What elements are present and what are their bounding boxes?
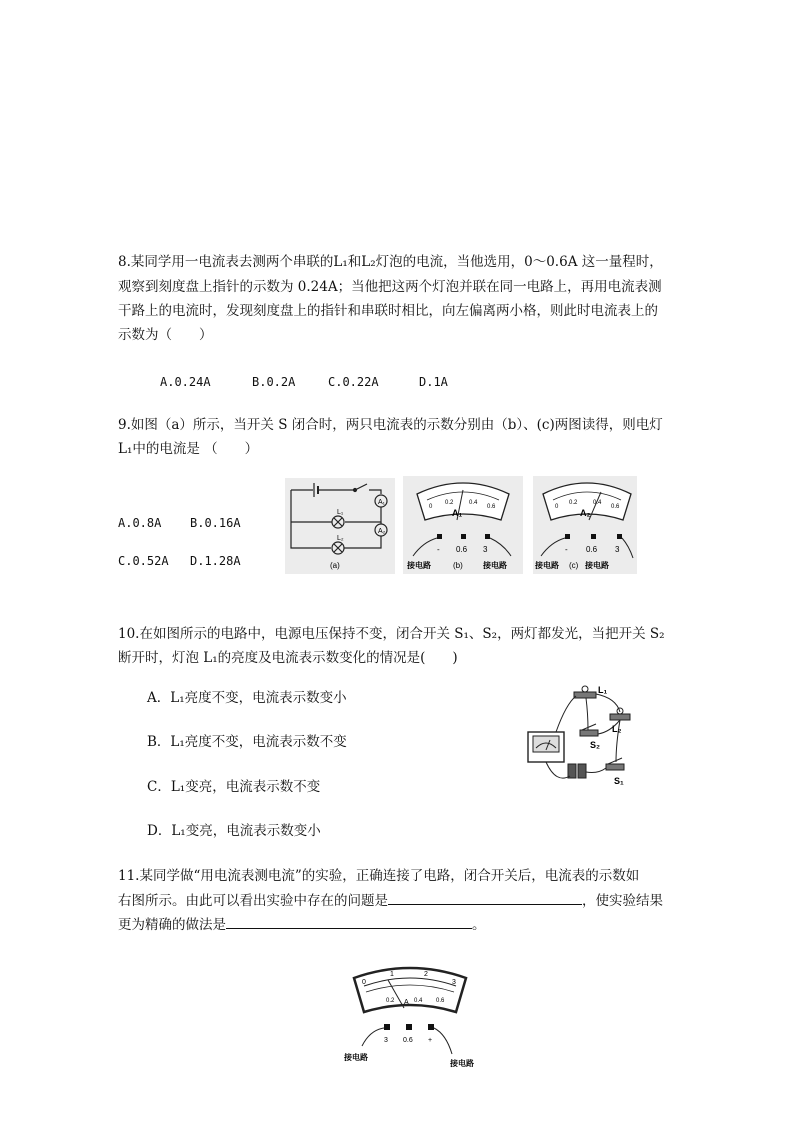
q11-tick-06: 0.6 (436, 998, 445, 1004)
q9-b-label: A₁ (452, 508, 463, 518)
q11-line-3-text: 更为精确的做法是 (118, 917, 226, 933)
q11-line-2 (118, 890, 663, 911)
q9-b-wire-right: 接电路 (483, 561, 507, 570)
q9-c-terminal-06: 0.6 (586, 545, 598, 554)
q11-line-3-end: 。 (472, 917, 486, 933)
q9-c-terminal-3: 3 (615, 545, 620, 554)
q11-terminal-06: 0.6 (403, 1037, 413, 1044)
q10-option-d: D．L₁变亮，电流表示数变小 (147, 823, 321, 839)
q10-label-l2: L₂ (612, 724, 622, 734)
q11-tick-2: 2 (424, 971, 428, 978)
q11-tick-1: 1 (390, 971, 394, 978)
q9-label-l1: L₁ (337, 509, 344, 516)
q9-c-terminal-minus: - (565, 545, 568, 554)
q9-caption-b: (b) (453, 561, 463, 570)
q8-line-3: 干路上的电流时，发现刻度盘上的指针和串联时相比，向左偏离两小格，则此时电流表上的 (118, 303, 658, 319)
q9-b-tick-2: 0.4 (469, 500, 478, 506)
q11-line-2-text-end: ，使实验结果 (582, 893, 663, 909)
q11-ammeter-figure (340, 962, 480, 1072)
q9-line-1: 9.如图（a）所示，当开关 S 闭合时，两只电流表的示数分别由（b）、(c)两图读得，则电灯 (118, 417, 663, 433)
q10-option-c: C．L₁变亮，电流表示数不变 (147, 779, 321, 795)
q9-line-2: L₁中的电流是 （ ） (118, 441, 259, 457)
q10-line-2: 断开时，灯泡 L₁的亮度及电流表示数变化的情况是( ) (118, 650, 458, 666)
q9-circuit-diagram (285, 478, 395, 574)
q9-b-wire-left: 接电路 (407, 561, 431, 570)
q8-option-b: B.0.2A (252, 375, 296, 389)
q9-option-c: C.0.52A (118, 554, 169, 568)
q11-meter-center: A (404, 999, 409, 1006)
q9-c-tick-0: 0 (555, 504, 559, 510)
q8-option-a: A.0.24A (160, 375, 211, 389)
q8-option-d: D.1A (419, 375, 448, 389)
q10-line-1: 10.在如图所示的电路中，电源电压保持不变，闭合开关 S₁、S₂，两灯都发光，当把开关 S₂ (118, 626, 665, 642)
q11-answer-blank-1[interactable] (388, 890, 582, 905)
q9-label-a1: A₁ (378, 499, 386, 506)
q11-terminal-3: 3 (384, 1037, 388, 1044)
q8-line-2: 观察到刻度盘上指针的示数为 0.24A；当他把这两个灯泡并联在同一电路上，再用电流表测 (118, 279, 662, 295)
q10-option-a: A．L₁亮度不变，电流表示数变小 (147, 690, 347, 706)
q11-wire-left: 接电路 (344, 1053, 368, 1062)
q11-tick-04: 0.4 (414, 998, 423, 1004)
q8-line-1: 8.某同学用一电流表去测两个串联的L₁和L₂灯泡的电流，当他选用，0～0.6A 这一量程时， (118, 254, 663, 270)
q9-c-tick-3: 0.6 (611, 504, 620, 510)
q8-option-c: C.0.22A (328, 375, 379, 389)
q9-caption-c: (c) (569, 561, 579, 570)
q9-option-d: D.1.28A (190, 554, 241, 568)
q9-c-wire-left: 接电路 (535, 561, 559, 570)
q11-answer-blank-2[interactable] (226, 914, 472, 929)
q11-line-1: 11.某同学做“用电流表测电流”的实验，正确连接了电路，闭合开关后，电流表的示数如 (118, 868, 640, 884)
q11-tick-3: 3 (452, 979, 456, 986)
q9-b-tick-1: 0.2 (445, 500, 454, 506)
q9-meter-b (403, 476, 523, 574)
q10-option-b: B．L₁亮度不变，电流表示数不变 (147, 734, 347, 750)
q9-c-wire-right: 接电路 (585, 561, 609, 570)
q11-line-2-text: 右图所示。由此可以看出实验中存在的问题是 (118, 893, 388, 909)
q9-b-tick-0: 0 (429, 504, 433, 510)
q9-c-tick-2: 0.4 (593, 500, 602, 506)
q9-b-tick-3: 0.6 (487, 504, 496, 510)
q9-b-terminal-minus: - (437, 545, 440, 554)
q10-label-s2: S₂ (590, 740, 601, 750)
q9-b-terminal-3: 3 (483, 545, 488, 554)
q11-tick-02: 0.2 (386, 998, 395, 1004)
q9-b-terminal-06: 0.6 (456, 545, 468, 554)
q11-line-3 (118, 914, 486, 935)
q11-tick-0: 0 (362, 979, 366, 986)
q9-c-tick-1: 0.2 (569, 500, 578, 506)
q11-terminal-plus: + (428, 1037, 433, 1044)
q8-line-4: 示数为（ ） (118, 327, 213, 343)
q9-label-a2: A₂ (378, 528, 386, 535)
q11-wire-right: 接电路 (450, 1059, 474, 1068)
q10-circuit-picture (526, 684, 642, 792)
q9-caption-a: (a) (330, 561, 340, 570)
q9-c-label: A₂ (580, 508, 591, 518)
q10-label-l1: L₁ (598, 685, 608, 695)
q9-option-b: B.0.16A (190, 516, 241, 530)
q9-meter-c (533, 476, 637, 574)
q9-label-l2: L₂ (337, 535, 344, 542)
q9-option-a: A.0.8A (118, 516, 162, 530)
q10-label-s1: S₁ (614, 776, 624, 786)
